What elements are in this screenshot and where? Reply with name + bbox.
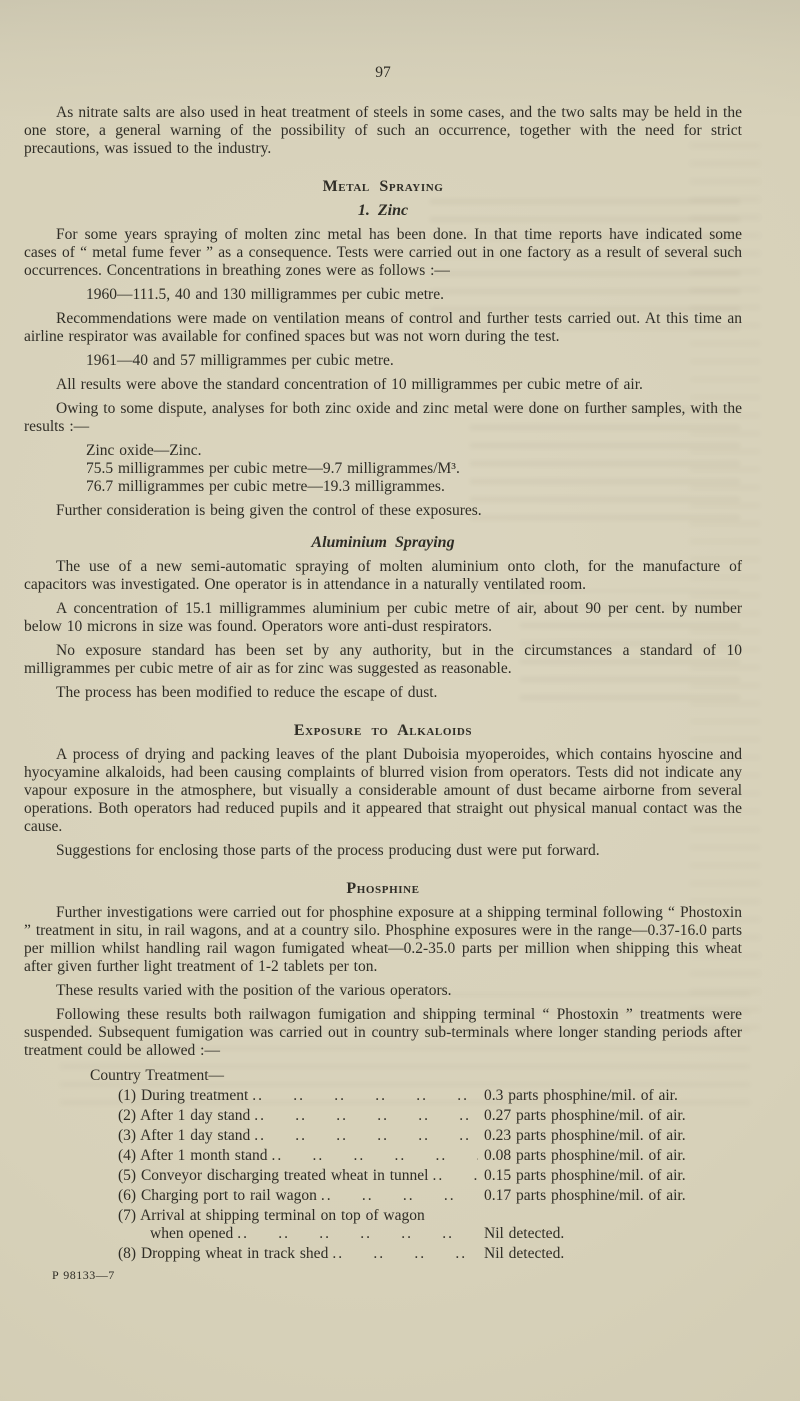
dot-leader xyxy=(332,1245,478,1263)
treatment-value: 0.27 parts phosphine/mil. of air. xyxy=(484,1107,686,1124)
dot-leader xyxy=(432,1167,478,1185)
dot-leader xyxy=(252,1087,478,1105)
treatment-value: 0.08 parts phosphine/mil. of air. xyxy=(484,1147,686,1164)
heading-metal-spraying: Metal Spraying xyxy=(322,178,444,195)
zinc-paragraph-1: For some years spraying of molten zinc metal has been done. In that time reports have indicated some cases of “ metal fume fever ” as a consequence. Tests were carried out in one factory as a result of several such occurrences. Concentrations in breathing zones were as follows :— xyxy=(24,226,742,279)
treatment-row xyxy=(24,1187,742,1205)
treatment-label: (7) Arrival at shipping terminal on top of wagon xyxy=(118,1207,425,1224)
zinc-reading-1961: 1961—40 and 57 milligrammes per cubic metre. xyxy=(86,352,394,369)
treatment-row xyxy=(24,1207,742,1225)
aluminium-paragraph-4: The process has been modified to reduce the escape of dust. xyxy=(56,684,438,701)
phosphine-paragraph-3: Following these results both railwagon fumigation and shipping terminal “ Phostoxin ” treatments were suspended. Subsequent fumigation was carried out in country sub-terminals where longer standing periods after treatment could be allowed :— xyxy=(24,1006,742,1059)
zinc-result-2: 76.7 milligrammes per cubic metre—19.3 milligrammes. xyxy=(86,478,445,495)
dot-leader xyxy=(272,1147,478,1165)
zinc-results-label: Zinc oxide—Zinc. xyxy=(86,442,202,459)
page-number: 97 xyxy=(375,64,391,81)
treatment-row xyxy=(24,1107,742,1125)
treatment-row xyxy=(24,1127,742,1145)
treatment-label: (3) After 1 day stand xyxy=(118,1127,251,1144)
treatment-label: when opened xyxy=(150,1225,234,1242)
treatment-value: 0.17 parts phosphine/mil. of air. xyxy=(484,1187,686,1204)
zinc-result-1: 75.5 milligrammes per cubic metre—9.7 milligrammes/M³. xyxy=(86,460,460,477)
dot-leader xyxy=(254,1107,478,1125)
aluminium-paragraph-2: A concentration of 15.1 milligrammes aluminium per cubic metre of air, about 90 per cent. by number below 10 microns in size was found. Operators wore anti-dust respirators. xyxy=(24,600,742,635)
aluminium-paragraph-3: No exposure standard has been set by any authority, but in the circumstances a standard of 10 milligrammes per cubic metre of air as for zinc was suggested as reasonable. xyxy=(24,642,742,677)
treatment-label: (4) After 1 month stand xyxy=(118,1147,268,1164)
zinc-paragraph-5: Further consideration is being given the control of these exposures. xyxy=(56,502,482,519)
treatment-label: (1) During treatment xyxy=(118,1087,249,1104)
country-treatment-title: Country Treatment— xyxy=(90,1067,225,1084)
intro-paragraph: As nitrate salts are also used in heat treatment of steels in some cases, and the two salts may be held in the one store, a general warning of the possibility of such an occurrence, together with the need for strict precautions, was issued to the industry. xyxy=(24,104,742,157)
treatment-value: 0.23 parts phosphine/mil. of air. xyxy=(484,1127,686,1144)
dot-leader xyxy=(237,1225,478,1243)
treatment-value: Nil detected. xyxy=(484,1245,565,1262)
treatment-row xyxy=(24,1245,742,1263)
aluminium-paragraph-1: The use of a new semi-automatic spraying of molten aluminium onto cloth, for the manufacture of capacitors was investigated. One operator is in attendance in a naturally ventilated room. xyxy=(24,558,742,593)
phosphine-paragraph-1: Further investigations were carried out for phosphine exposure at a shipping terminal following “ Phostoxin ” treatment in situ, in rail wagons, and at a country silo. Phosphine exposures were in the range—0.37-16.0 parts per million whilst handling rail wagon fumigated wheat—0.2-35.0 parts per million when shipping this wheat after given further light treatment of 1-2 tablets per ton. xyxy=(24,904,742,975)
treatment-label: (5) Conveyor discharging treated wheat in tunnel xyxy=(118,1167,429,1184)
zinc-reading-1960: 1960—111.5, 40 and 130 milligrammes per cubic metre. xyxy=(86,286,444,303)
heading-zinc: 1. Zinc xyxy=(357,202,409,219)
treatment-label: (8) Dropping wheat in track shed xyxy=(118,1245,329,1262)
phosphine-paragraph-2: These results varied with the position of the various operators. xyxy=(56,982,452,999)
alkaloids-paragraph-2: Suggestions for enclosing those parts of the process producing dust were put forward. xyxy=(56,842,600,859)
treatment-row xyxy=(24,1087,742,1105)
zinc-paragraph-3: All results were above the standard concentration of 10 milligrammes per cubic metre of air. xyxy=(56,376,643,393)
treatment-value: 0.3 parts phosphine/mil. of air. xyxy=(484,1087,678,1104)
treatment-label: (6) Charging port to rail wagon xyxy=(118,1187,317,1204)
zinc-paragraph-4: Owing to some dispute, analyses for both zinc oxide and zinc metal were done on further samples, with the results :— xyxy=(24,400,742,435)
treatment-row xyxy=(24,1167,742,1185)
page-content xyxy=(24,64,742,1263)
heading-exposure-to-alkaloids: Exposure to Alkaloids xyxy=(293,722,473,739)
zinc-paragraph-2: Recommendations were made on ventilation means of control and further tests carried out. At this time an airline respirator was available for confined spaces but was not worn during the test. xyxy=(24,310,742,345)
treatment-row-continuation xyxy=(24,1225,742,1243)
printer-mark: P 98133—7 xyxy=(52,1268,115,1282)
dot-leader xyxy=(321,1187,478,1205)
dot-leader xyxy=(254,1127,478,1145)
treatment-value: Nil detected. xyxy=(484,1225,565,1242)
heading-aluminium-spraying: Aluminium Spraying xyxy=(311,534,455,551)
heading-phosphine: Phosphine xyxy=(346,880,420,897)
treatment-value: 0.15 parts phosphine/mil. of air. xyxy=(484,1167,686,1184)
alkaloids-paragraph-1: A process of drying and packing leaves of the plant Duboisia myoperoides, which contains hyoscine and hyocyamine alkaloids, had been causing complaints of blurred vision from operators. Tests did not indicate any vapour exposure in the atmosphere, but visually a considerable amount of dust became airborne from several operations. Both operators had reduced pupils and it appeared that straight out physical manual contact was the cause. xyxy=(24,746,742,835)
treatment-label: (2) After 1 day stand xyxy=(118,1107,251,1124)
treatment-row xyxy=(24,1147,742,1165)
